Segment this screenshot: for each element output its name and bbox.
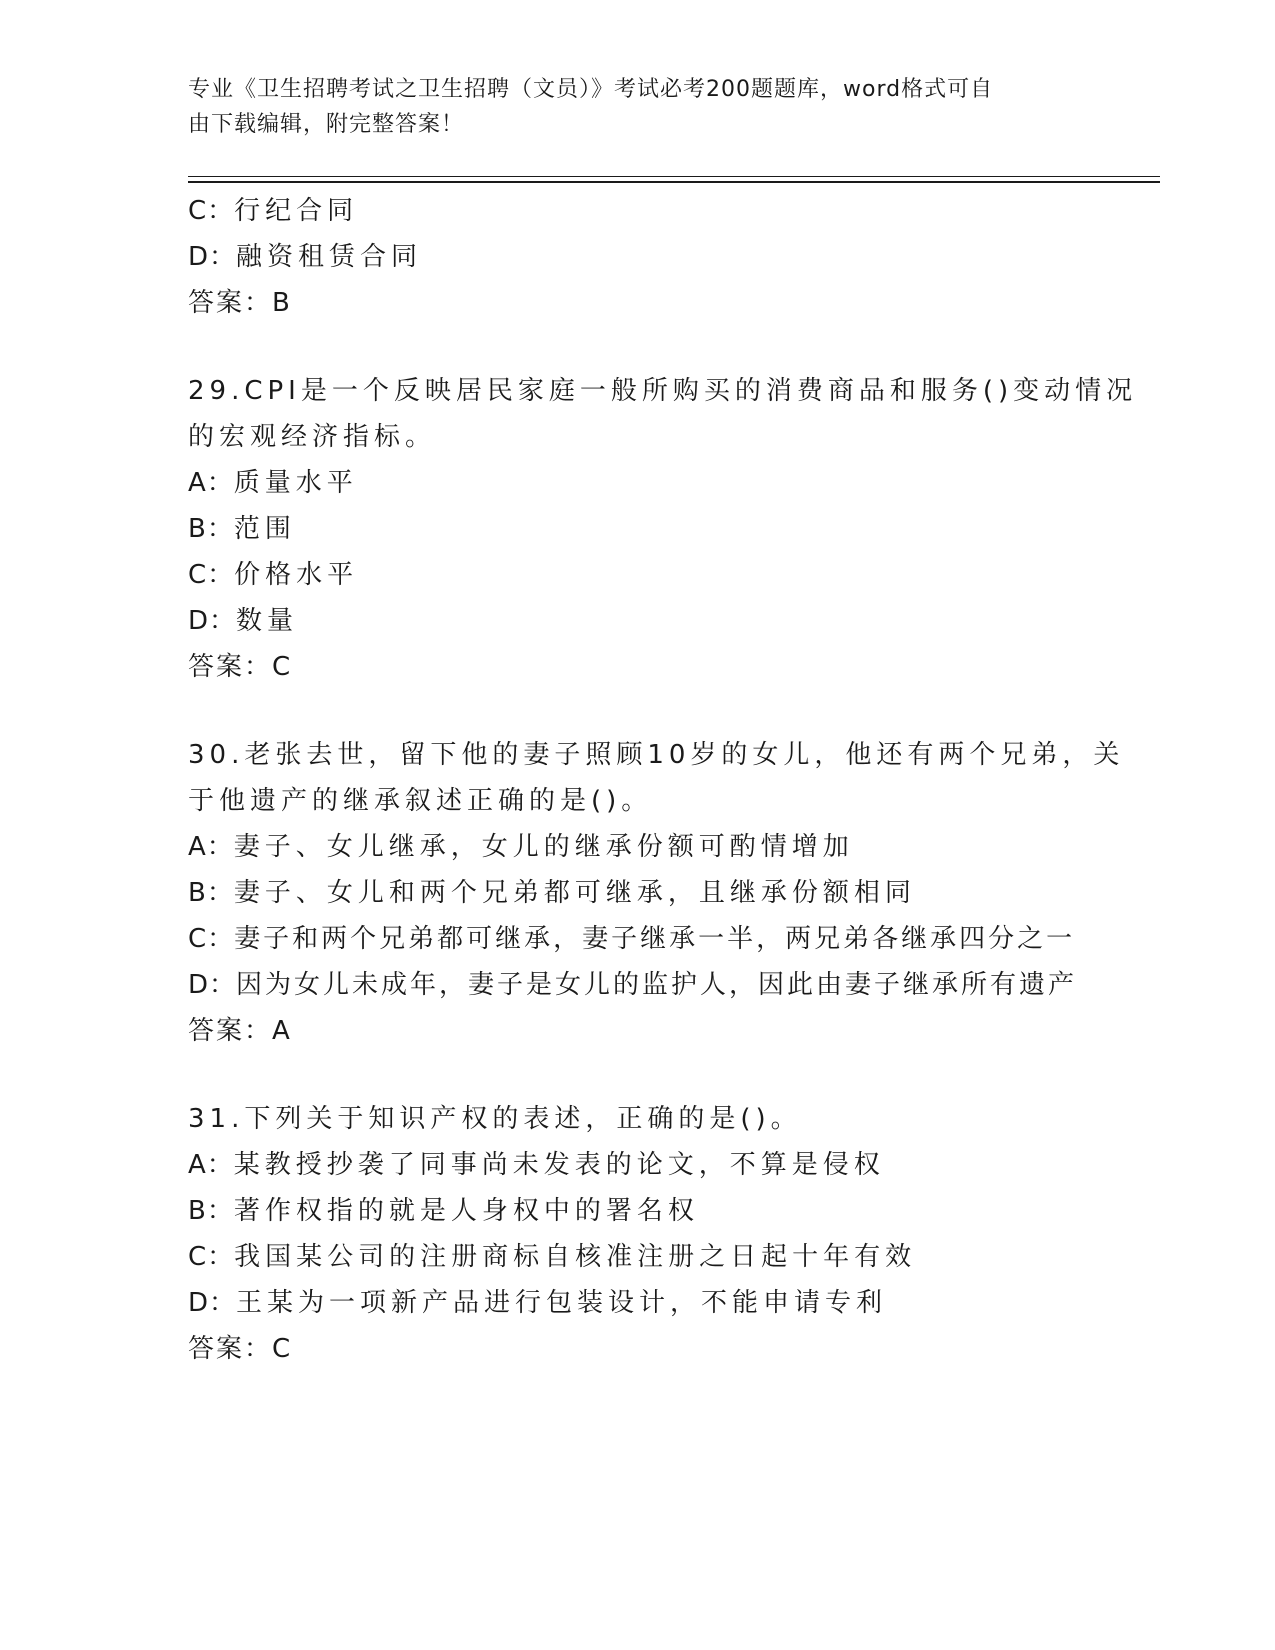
- answer: 答案：C: [188, 652, 293, 682]
- option-text: 著作权指的就是人身权中的署名权: [233, 1196, 699, 1226]
- question-29: [188, 368, 1138, 690]
- question-list: [188, 188, 1138, 1372]
- option-text: 融资租赁合同: [236, 242, 423, 272]
- option-text: 妻子、女儿和两个兄弟都可继承，且继承份额相同: [233, 878, 916, 908]
- option-b: [188, 1188, 1088, 1234]
- option-a: [188, 460, 1088, 506]
- header-rule-thick: [188, 181, 1160, 183]
- header-line-2: 由下载编辑，附完整答案！: [188, 112, 465, 137]
- option-label: D：: [188, 970, 237, 1000]
- option-label: D：: [188, 606, 237, 636]
- option-label: B：: [188, 878, 234, 908]
- option-label: C：: [188, 924, 235, 954]
- option-text: 行纪合同: [234, 196, 359, 226]
- option-label: B：: [188, 1196, 234, 1226]
- option-a: [188, 824, 1088, 870]
- header-rule-thin: [188, 176, 1160, 177]
- question-stem-line-1: 31.下列关于知识产权的表述，正确的是()。: [188, 1104, 802, 1134]
- option-label: A：: [188, 468, 234, 498]
- option-label: A：: [188, 832, 234, 862]
- answer: 答案：C: [188, 1334, 293, 1364]
- question-stem-line-1: 29.CPI是一个反映居民家庭一般所购买的消费商品和服务()变动情况: [188, 376, 1138, 406]
- option-text: 妻子和两个兄弟都可继承，妻子继承一半，两兄弟各继承四分之一: [234, 924, 1076, 954]
- option-d: [188, 234, 1088, 280]
- option-text: 我国某公司的注册商标自核准注册之日起十年有效: [234, 1242, 917, 1272]
- option-d: [188, 962, 1088, 1008]
- option-c: [188, 916, 1088, 962]
- option-label: D：: [188, 1288, 237, 1318]
- option-label: A：: [188, 1150, 234, 1180]
- option-label: B：: [188, 514, 234, 544]
- option-c: [188, 552, 1088, 598]
- option-b: [188, 870, 1088, 916]
- option-text: 范围: [233, 514, 296, 544]
- question-stem-line-2: 于他遗产的继承叙述正确的是()。: [188, 786, 653, 816]
- question-stem-line-1: 30.老张去世，留下他的妻子照顾10岁的女儿，他还有两个兄弟，关: [188, 740, 1125, 770]
- option-label: C：: [188, 196, 235, 226]
- header-line-1: 专业《卫生招聘考试之卫生招聘（文员）》考试必考200题题库，word格式可自: [188, 77, 994, 102]
- option-d: [188, 598, 1088, 644]
- question-stem-line-2: 的宏观经济指标。: [188, 422, 437, 452]
- option-text: 某教授抄袭了同事尚未发表的论文，不算是侵权: [233, 1150, 885, 1180]
- document-header: [188, 72, 1068, 142]
- option-text: 价格水平: [234, 560, 359, 590]
- option-label: C：: [188, 1242, 235, 1272]
- option-c: [188, 188, 1088, 234]
- answer: 答案：A: [188, 1016, 292, 1046]
- option-text: 王某为一项新产品进行包装设计，不能申请专利: [236, 1288, 888, 1318]
- option-d: [188, 1280, 1088, 1326]
- option-b: [188, 506, 1088, 552]
- question-28-tail: [188, 188, 1088, 326]
- option-a: [188, 1142, 1088, 1188]
- option-label: D：: [188, 242, 237, 272]
- question-30: [188, 732, 1125, 1054]
- option-text: 因为女儿未成年，妻子是女儿的监护人，因此由妻子继承所有遗产: [236, 970, 1078, 1000]
- option-c: [188, 1234, 1088, 1280]
- question-31: [188, 1096, 1088, 1372]
- answer: 答案：B: [188, 288, 292, 318]
- option-text: 质量水平: [233, 468, 358, 498]
- option-text: 妻子、女儿继承，女儿的继承份额可酌情增加: [233, 832, 854, 862]
- option-label: C：: [188, 560, 235, 590]
- option-text: 数量: [236, 606, 299, 636]
